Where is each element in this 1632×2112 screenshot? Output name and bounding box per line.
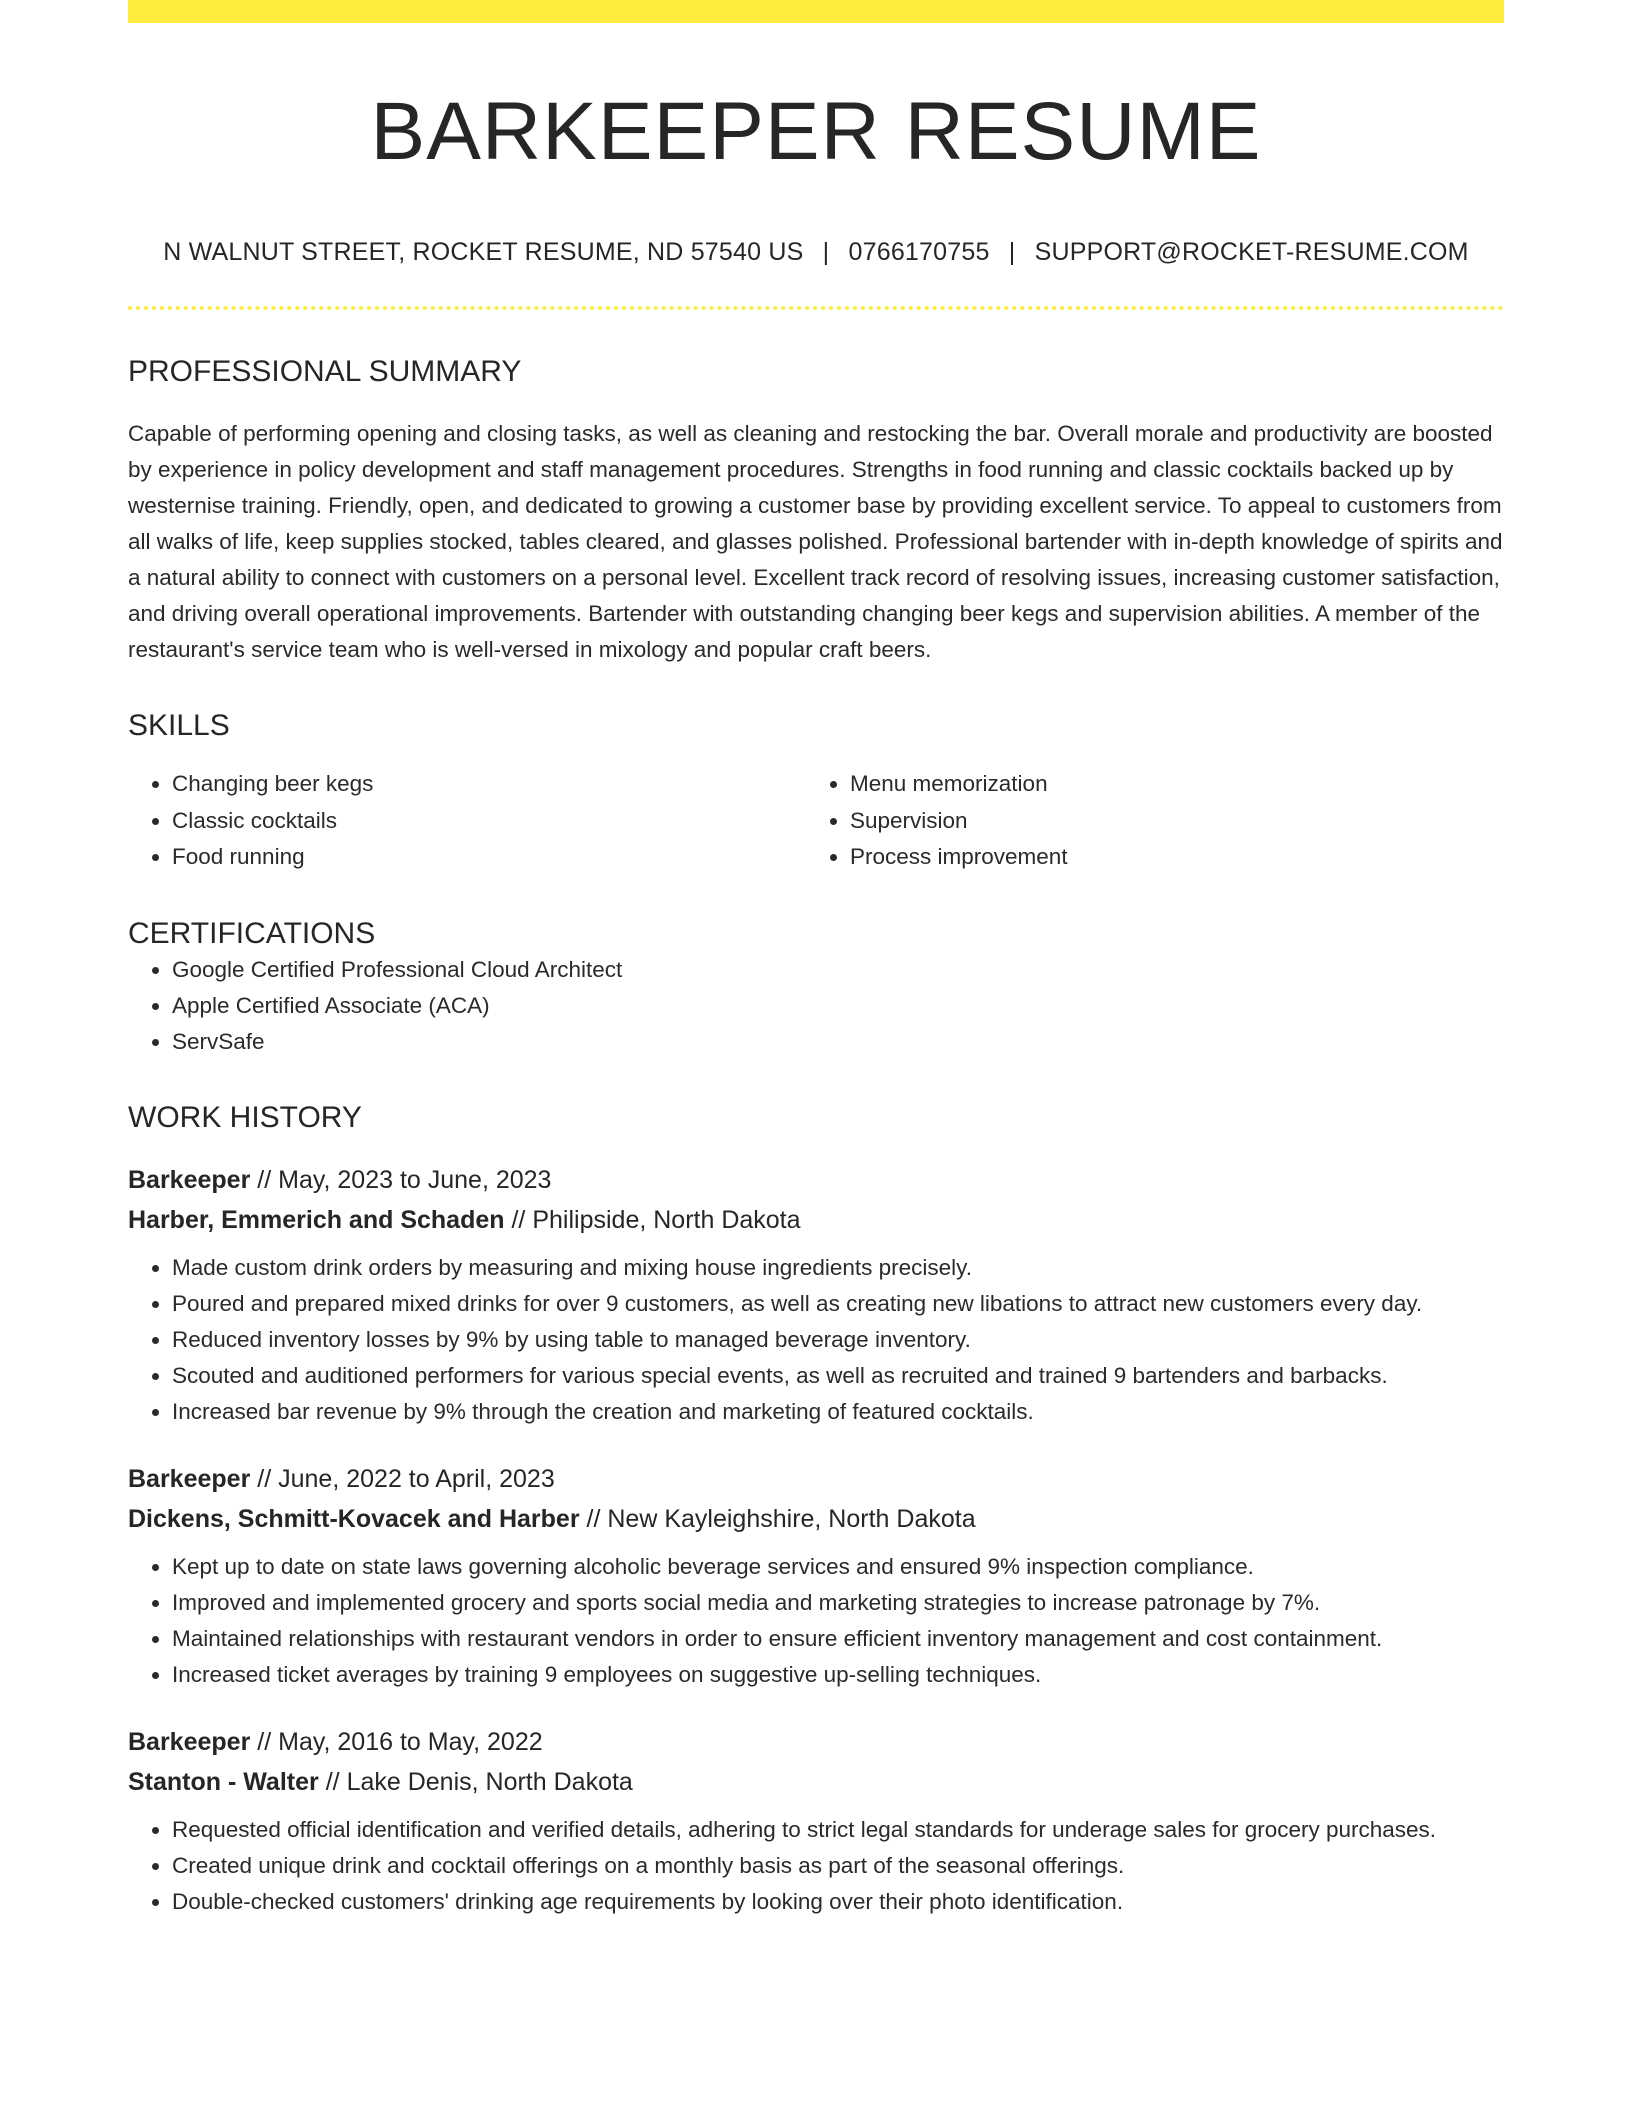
- contact-line: [128, 237, 1504, 267]
- job-bullet: • Requested official identification and verified details, adhering to strict legal standards for underage sales for grocery purchases.: [172, 1812, 1504, 1848]
- job-location: New Kayleighshire, North Dakota: [607, 1504, 976, 1533]
- job-bullets: [128, 1812, 1504, 1920]
- job-bullets: [128, 1250, 1504, 1430]
- job-dates: June, 2022 to April, 2023: [278, 1464, 555, 1493]
- dotted-divider: [128, 306, 1504, 310]
- certification-item: • ServSafe: [172, 1024, 1504, 1060]
- contact-address: N WALNUT STREET, ROCKET RESUME, ND 57540 US: [163, 238, 804, 266]
- resume-title: BARKEEPER RESUME: [370, 86, 1262, 177]
- job-bullet: • Improved and implemented grocery and sports social media and marketing strategies to increase patronage by 7%.: [172, 1585, 1504, 1621]
- job-bullet: • Increased bar revenue by 9% through the creation and marketing of featured cocktails.: [172, 1394, 1504, 1430]
- job-entry: [128, 1160, 1504, 1430]
- job-bullet: • Made custom drink orders by measuring and mixing house ingredients precisely.: [172, 1250, 1504, 1286]
- skill-item: • Menu memorization: [850, 766, 1484, 803]
- certification-item: • Apple Certified Associate (ACA): [172, 988, 1504, 1024]
- summary-text: Capable of performing opening and closing tasks, as well as cleaning and restocking the bar. Overall morale and productivity are boosted by experience in policy development and staff management procedures. Strengths in food running and classic cocktails backed up by westernise training. Friendly, open, and dedicated to growing a customer base by providing excellent service. To appeal to customers from all walks of life, keep supplies stocked, tables cleared, and glasses polished. Professional bartender with in-depth knowledge of spirits and a natural ability to connect with customers on a personal level. Excellent track record of resolving issues, increasing customer satisfaction, and driving overall operational improvements. Bartender with outstanding changing beer kegs and supervision abilities. A member of the restaurant's service team who is well-versed in mixology and popular craft beers.: [128, 421, 1503, 662]
- certifications-heading: CERTIFICATIONS: [128, 916, 376, 950]
- job-bullet: • Scouted and auditioned performers for various special events, as well as recruited and trained 9 bartenders and barbacks.: [172, 1358, 1504, 1394]
- job-bullet: • Double-checked customers' drinking age requirements by looking over their photo identification.: [172, 1884, 1504, 1920]
- job-company: Harber, Emmerich and Schaden: [128, 1205, 505, 1234]
- skills-heading: SKILLS: [128, 709, 230, 742]
- skills-list-left: [128, 766, 806, 876]
- top-accent-bar: [128, 0, 1504, 23]
- skills-list-right: [806, 766, 1484, 876]
- job-bullet: • Poured and prepared mixed drinks for over 9 customers, as well as creating new libations to attract new customers every day.: [172, 1286, 1504, 1322]
- summary-heading: PROFESSIONAL SUMMARY: [128, 355, 522, 388]
- contact-phone: 0766170755: [848, 238, 990, 266]
- contact-separator: |: [1008, 238, 1016, 266]
- job-bullet: • Kept up to date on state laws governing alcoholic beverage services and ensured 9% inspection compliance.: [172, 1549, 1504, 1585]
- job-bullet: • Maintained relationships with restaurant vendors in order to ensure efficient inventory management and cost containment.: [172, 1621, 1504, 1657]
- job-location: Philipside, North Dakota: [532, 1205, 801, 1234]
- skills-grid: [128, 766, 1504, 876]
- certification-item: • Google Certified Professional Cloud Architect: [172, 952, 1504, 988]
- job-entry: [128, 1459, 1504, 1693]
- job-title: Barkeeper: [128, 1464, 251, 1493]
- job-bullet: • Created unique drink and cocktail offerings on a monthly basis as part of the seasonal offerings.: [172, 1848, 1504, 1884]
- job-delimiter: //: [257, 1464, 272, 1493]
- job-dates: May, 2016 to May, 2022: [278, 1727, 543, 1756]
- resume-page: [128, 0, 1504, 1920]
- skill-item: • Process improvement: [850, 839, 1484, 876]
- skill-item: • Changing beer kegs: [172, 766, 806, 803]
- job-delimiter: //: [325, 1767, 340, 1796]
- job-bullet: • Increased ticket averages by training 9 employees on suggestive up-selling techniques.: [172, 1657, 1504, 1693]
- job-company-line: [128, 1200, 1504, 1240]
- contact-email: SUPPORT@ROCKET-RESUME.COM: [1034, 238, 1469, 266]
- job-entry: [128, 1722, 1504, 1920]
- job-delimiter: //: [257, 1165, 272, 1194]
- skill-item: • Supervision: [850, 803, 1484, 840]
- job-dates: May, 2023 to June, 2023: [278, 1165, 552, 1194]
- job-title: Barkeeper: [128, 1727, 251, 1756]
- job-company: Dickens, Schmitt-Kovacek and Harber: [128, 1504, 580, 1533]
- certifications-list: [128, 952, 1504, 1060]
- job-bullets: [128, 1549, 1504, 1693]
- job-delimiter: //: [511, 1205, 526, 1234]
- job-title-line: [128, 1459, 1504, 1499]
- job-delimiter: //: [586, 1504, 601, 1533]
- job-company-line: [128, 1499, 1504, 1539]
- skill-item: • Classic cocktails: [172, 803, 806, 840]
- work-history-heading: WORK HISTORY: [128, 1100, 362, 1134]
- job-delimiter: //: [257, 1727, 272, 1756]
- job-title: Barkeeper: [128, 1165, 251, 1194]
- skill-item: • Food running: [172, 839, 806, 876]
- job-company-line: [128, 1762, 1504, 1802]
- job-location: Lake Denis, North Dakota: [346, 1767, 633, 1796]
- contact-separator: |: [822, 238, 830, 266]
- job-title-line: [128, 1722, 1504, 1762]
- job-bullet: • Reduced inventory losses by 9% by using table to managed beverage inventory.: [172, 1322, 1504, 1358]
- job-company: Stanton - Walter: [128, 1767, 319, 1796]
- job-title-line: [128, 1160, 1504, 1200]
